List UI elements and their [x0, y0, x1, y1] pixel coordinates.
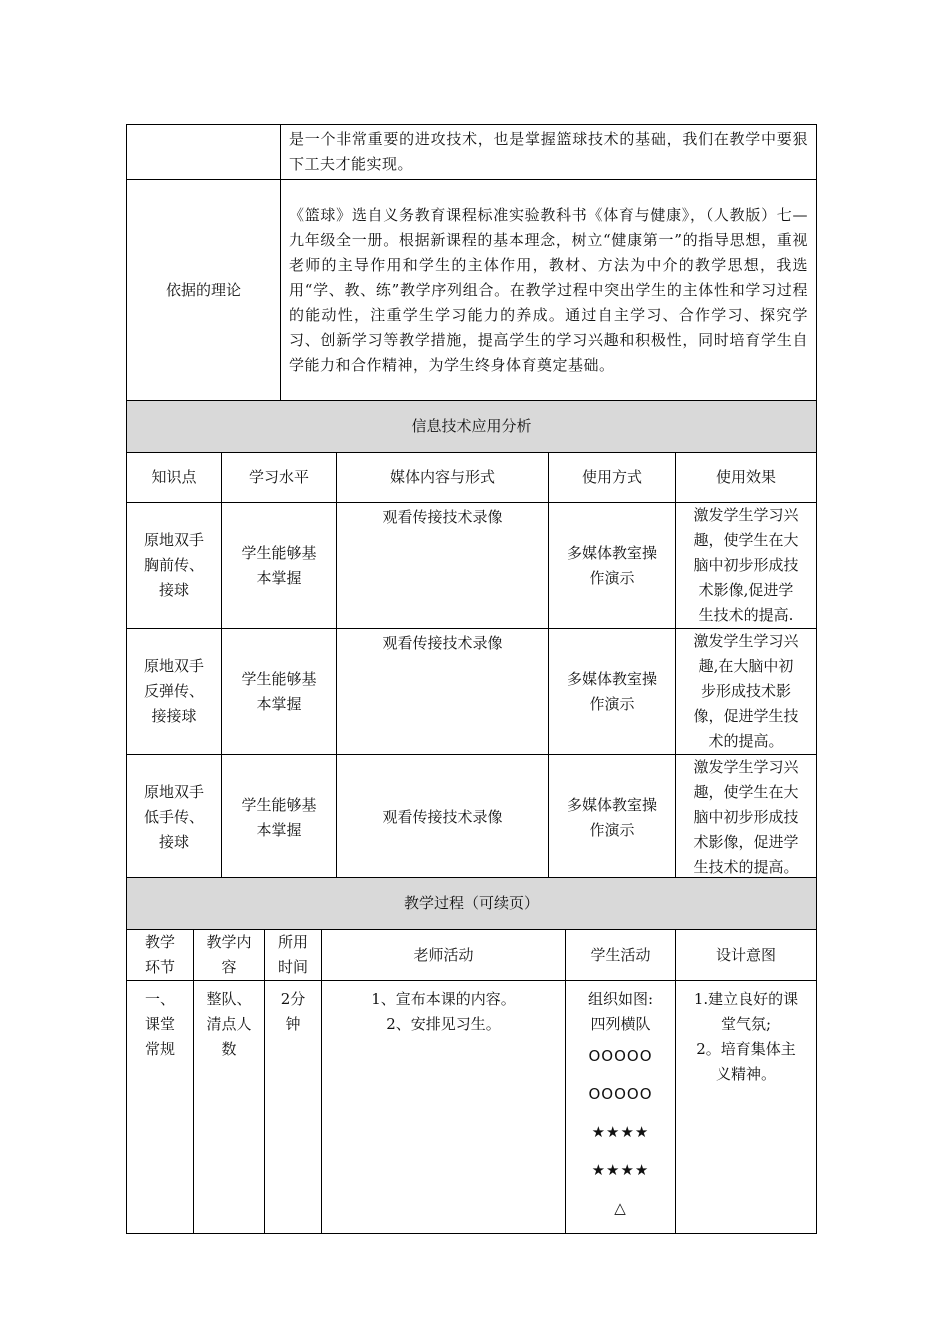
header-time: 所用 时间	[265, 930, 322, 981]
media-cell: 观看传接技术录像	[337, 629, 549, 755]
table-row	[127, 981, 817, 1234]
media-cell: 观看传接技术录像	[337, 503, 549, 629]
process-section-title: 教学过程（可续页）	[127, 878, 817, 930]
table-row	[127, 503, 817, 629]
stage-cell: 一、 课堂 常规	[127, 981, 194, 1234]
continuation-text: 是一个非常重要的进攻技术，也是掌握篮球技术的基础，我们在教学中要狠下工夫才能实现。	[281, 125, 817, 180]
effect-cell: 激发学生学习兴 趣，使学生在大 脑中初步形成技 术影像,促进学 生技术的提高.	[676, 503, 817, 629]
effect-cell: 激发学生学习兴 趣,在大脑中初 步形成技术影 像，促进学生技 术的提高。	[676, 629, 817, 755]
knowledge-cell: 原地双手 低手传、 接球	[127, 755, 222, 881]
table-row	[127, 629, 817, 755]
header-media: 媒体内容与形式	[337, 453, 549, 503]
theory-text: 《篮球》选自义务教育课程标准实验教科书《体育与健康》，（人教版）七—九年级全一册。根据新课程的基本理念，树立“健康第一”的指导思想，重视老师的主导作用和学生的主体作用，教材、方法为中介的教学思想，我选用“学、教、练”教学序列组合。在教学过程中突出学生的主体性和学习过程的能动性，注重学生学习能力的养成。通过自主学习、合作学习、探究学习、创新学习等教学措施，提高学生的学习兴趣和积极性，同时培育学生自学能力和合作精神，为学生终身体育奠定基础。	[281, 180, 817, 401]
header-stage: 教学 环节	[127, 930, 194, 981]
usage-cell: 多媒体教室操 作演示	[549, 503, 676, 629]
level-cell: 学生能够基 本掌握	[222, 503, 337, 629]
header-teacher: 老师活动	[322, 930, 566, 981]
usage-cell: 多媒体教室操 作演示	[549, 755, 676, 881]
process-table	[126, 877, 817, 1234]
header-usage: 使用方式	[549, 453, 676, 503]
formation-row: ★★★★	[591, 1161, 650, 1179]
header-content: 教学内 容	[194, 930, 265, 981]
header-intent: 设计意图	[676, 930, 817, 981]
header-student: 学生活动	[566, 930, 676, 981]
it-section-title: 信息技术应用分析	[127, 401, 817, 453]
theory-table	[126, 124, 817, 401]
student-cell: 组织如图: 四列横队 OOOOO OOOOO ★★★★ ★★★★ △	[566, 981, 676, 1234]
header-effect: 使用效果	[676, 453, 817, 503]
formation-row: OOOOO	[588, 1047, 653, 1065]
theory-label: 依据的理论	[127, 180, 281, 401]
knowledge-cell: 原地双手 胸前传、 接球	[127, 503, 222, 629]
it-analysis-table	[126, 400, 817, 881]
table-row	[127, 755, 817, 881]
formation-row: OOOOO	[588, 1085, 653, 1103]
level-cell: 学生能够基 本掌握	[222, 629, 337, 755]
teacher-cell: 1、宣布本课的内容。 2、安排见习生。	[322, 981, 566, 1234]
effect-cell: 激发学生学习兴 趣，使学生在大 脑中初步形成技 术影像，促进学 生技术的提高。	[676, 755, 817, 881]
header-level: 学习水平	[222, 453, 337, 503]
teacher-marker: △	[614, 1199, 627, 1217]
header-knowledge: 知识点	[127, 453, 222, 503]
formation-row: ★★★★	[591, 1123, 650, 1141]
level-cell: 学生能够基 本掌握	[222, 755, 337, 881]
intent-cell: 1.建立良好的课 堂气氛; 2。培育集体主 义精神。	[676, 981, 817, 1234]
usage-cell: 多媒体教室操 作演示	[549, 629, 676, 755]
knowledge-cell: 原地双手 反弹传、 接接球	[127, 629, 222, 755]
media-cell: 观看传接技术录像	[337, 755, 549, 881]
blank-label-cell	[127, 125, 281, 180]
time-cell: 2分 钟	[265, 981, 322, 1234]
content-cell: 整队、 清点人 数	[194, 981, 265, 1234]
